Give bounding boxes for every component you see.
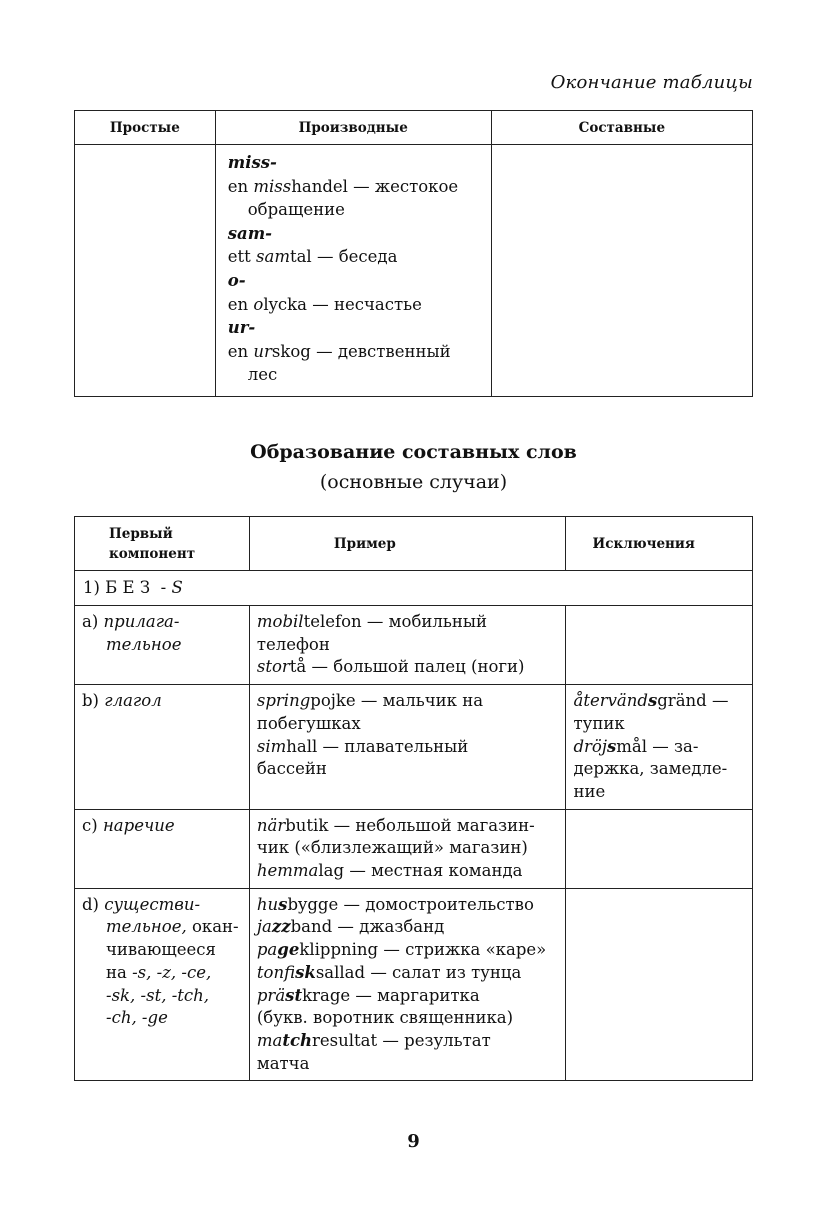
prefix-example-continuation: лес [247, 365, 278, 385]
prefix-table-row [75, 145, 753, 397]
component-cell: c) наречие [75, 809, 250, 888]
prefix-label: miss- [227, 153, 277, 172]
example-cell: springpojke — мальчик на побегушках simhall — плавательный бассейн [249, 685, 566, 810]
example-cell: närbutik — небольшой магазин- чик («близлежащий» магазин) hemmalag — местная команда [249, 809, 566, 888]
compound-cell [491, 145, 752, 397]
prefix-example: ett samtal — беседа [227, 247, 398, 267]
exception-cell [566, 888, 753, 1081]
exception-cell [566, 809, 753, 888]
group-row [75, 571, 753, 606]
exception-cell: återvändsgränd — тупик dröjsmål — за- держка, замедле- ние [566, 685, 753, 810]
prefix-table-header [75, 111, 753, 145]
exception-cell [566, 606, 753, 685]
compound-table-header [75, 517, 753, 571]
col-header-derived: Производные [215, 111, 491, 145]
table-row [75, 606, 753, 685]
example-cell: husbygge — домостроительство jazzband — джазбанд pageklippning — стрижка «каре» tonfisksallad — салат из тунца prästkrage — маргаритка (букв. воротник священника) matchresultat — результат матча [249, 888, 566, 1081]
prefix-label: sam- [227, 223, 273, 243]
component-cell: b) глагол [75, 685, 250, 810]
col-header-simple: Простые [75, 111, 216, 145]
prefix-table [74, 110, 753, 397]
prefix-example-continuation: обращение [247, 200, 345, 220]
prefix-example: en misshandel — жестокое [227, 176, 459, 196]
group-label: 1) Б Е З - S [75, 571, 753, 606]
col-header-example: Пример [249, 517, 566, 571]
compound-table [74, 516, 753, 1081]
table-row [75, 809, 753, 888]
table-row [75, 685, 753, 810]
prefix-example: en olycka — несчастье [227, 294, 422, 314]
component-cell: d) существи- тельное, окан- чивающееся на -s, -z, -ce, -sk, -st, -tch, -ch, -ge [75, 888, 250, 1081]
simple-cell [75, 145, 216, 397]
table-row [75, 888, 753, 1081]
component-cell: a) прилага- тельное [75, 606, 250, 685]
example-cell: mobiltelefon — мобильный телефон stortå — большой палец (ноги) [249, 606, 566, 685]
col-header-compound: Составные [491, 111, 752, 145]
derived-cell [215, 145, 491, 397]
table-continuation-note: Окончание таблицы [550, 72, 753, 93]
prefix-example: en urskog — девственный [227, 341, 451, 361]
col-header-exceptions: Исключения [566, 517, 753, 571]
prefix-label: ur- [227, 318, 256, 338]
col-header-first-component: Первый компонент [75, 517, 250, 571]
page-number: 9 [407, 1131, 420, 1152]
section-subtitle: (основные случаи) [319, 471, 508, 493]
section-title: Образование составных слов [250, 441, 577, 463]
prefix-label: o- [227, 270, 246, 290]
